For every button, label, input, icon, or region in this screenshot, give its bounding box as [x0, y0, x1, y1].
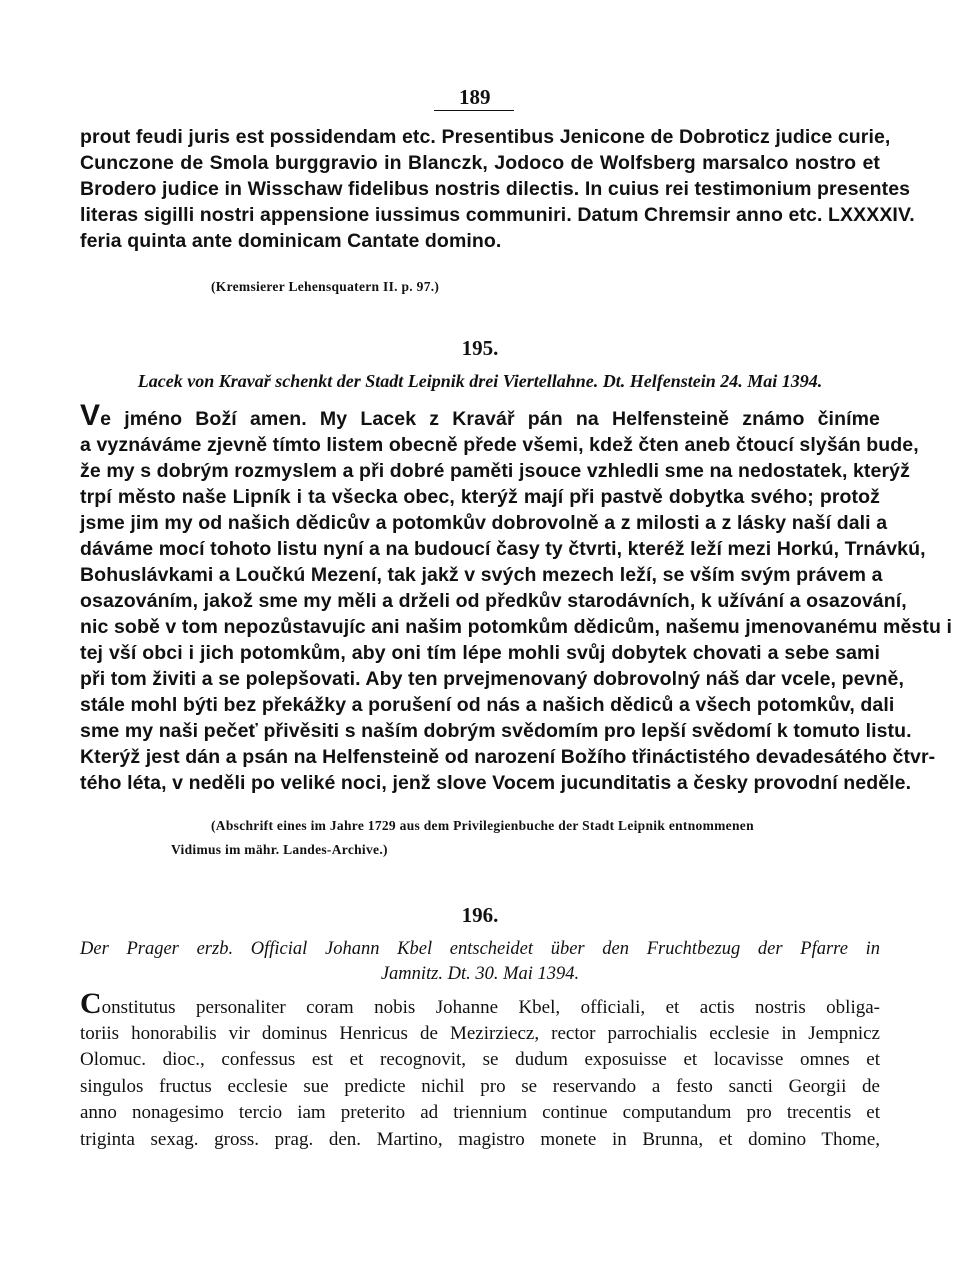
document-number: 195.	[461, 336, 499, 360]
source-note: (Abschrift eines im Jahre 1729 aus dem Privilegienbuche der Stadt Leipnik entnommenen	[211, 818, 754, 833]
text-line: že my s dobrým rozmyslem a při dobré paměti jsouce vzhledli sme na nedostatek, kterýž	[80, 460, 910, 482]
text-line: jsme jim my od našich dědicův a potomkův dobrovolně a z milosti a z lásky naší dali a	[80, 512, 888, 534]
text-line: tého léta, v neděli po veliké noci, jenž slove Vocem jucunditatis a česky provodní neděle.	[80, 772, 912, 794]
title-line: Jamnitz. Dt. 30. Mai 1394.	[380, 964, 580, 984]
intro-paragraph	[80, 124, 915, 254]
text-line: Kterýž jest dán a psán na Helfensteině od narození Božího třináctistého devadesátého čtvr-	[80, 746, 936, 768]
document-body	[80, 399, 953, 796]
document-number: 196.	[461, 903, 499, 927]
text-line: při tom živiti a se polepšovati. Aby ten prvejmenovaný dobrovolný náš dar vcele, pevně,	[80, 668, 904, 690]
text-line: literas sigilli nostri appensione iussimus communiri. Datum Chremsir anno etc. LXXXXIV.	[80, 204, 915, 226]
text-line	[80, 399, 880, 432]
text-line: anno nonagesimo tercio iam preterito ad triennium continue computandum pro trecentis et	[80, 1102, 880, 1123]
text-line: stále mohl býti bez překážky a porušení od nás a našich dědiců a všech potomkův, dali	[80, 694, 895, 716]
title-line: Der Prager erzb. Official Johann Kbel entscheidet über den Fruchtbezug der Pfarre in	[80, 939, 880, 959]
document-body	[80, 987, 880, 1153]
source-note: Vidimus im mähr. Landes-Archive.)	[171, 842, 388, 857]
text-line: a vyznáváme zjevně tímto listem obecně přede všemi, kdež čten aneb čtoucí slyšán bude,	[80, 434, 919, 456]
text-line: trpí město naše Lipník i ta všecka obec, kterýž mají při pastvě dobytka svého; protož	[80, 486, 880, 508]
text-line: sme my naši pečeť přivěsiti s naším dobrým svědomím pro lepší svědomí k tomuto listu.	[80, 720, 912, 742]
text-line: triginta sexag. gross. prag. den. Martino, magistro monete in Brunna, et domino Thome,	[80, 1128, 880, 1150]
text-line: osazováním, jakož sme my měli a drželi od předkův starodávních, k užívání a osazování,	[80, 590, 907, 612]
text-line: Bohuslávkami a Loučkú Mezení, tak jakž v svých mezech leží, se vším svým právem a	[80, 564, 883, 586]
document-title	[80, 937, 880, 987]
text-line: Olomuc. dioc., confessus est et recognovit, se dudum exposuisse et locavisse omnes et	[80, 1049, 880, 1070]
title-line: Lacek von Kravař schenkt der Stadt Leipnik drei Viertellahne. Dt. Helfenstein 24. Mai 1394.	[137, 371, 823, 391]
text-line-rest: onstitutus personaliter coram nobis Johanne Kbel, officiali, et actis nostris obliga-	[101, 997, 880, 1018]
initial-letter: C	[80, 987, 102, 1020]
text-line: tej vší obci i jich potomkům, aby oni tím lépe mohli svůj dobytek chovati a sebe sami	[80, 642, 880, 664]
text-line-rest: e jméno Boží amen. My Lacek z Kravář pán na Helfensteině známo činíme	[100, 408, 880, 430]
text-line: nic sobě v tom nepozůstavujíc ani našim potomkům dědicům, našemu jmenovanému městu i	[80, 616, 953, 638]
page-number: 189	[434, 86, 514, 111]
text-line: dáváme mocí tohoto listu nyní a na budoucí časy ty čtvrti, kteréž leží mezi Horkú, Trnávkú,	[80, 538, 926, 560]
text-line	[80, 987, 880, 1021]
source-note: (Kremsierer Lehensquatern II. p. 97.)	[211, 279, 440, 294]
text-line: feria quinta ante dominicam Cantate domino.	[80, 230, 502, 252]
text-line: prout feudi juris est possidendam etc. Presentibus Jenicone de Dobroticz judice curie,	[80, 126, 891, 148]
initial-letter: V	[80, 399, 101, 432]
text-line: Brodero judice in Wisschaw fidelibus nostris dilectis. In cuius rei testimonium presentes	[80, 178, 911, 200]
text-line: singulos fructus ecclesie sue predicte nichil pro se reservando a festo sancti Georgii de	[80, 1075, 880, 1097]
text-line: toriis honorabilis vir dominus Henricus de Mezirziecz, rector parrochialis ecclesie in Jempnicz	[80, 1022, 880, 1044]
text-line: Cunczone de Smola burggravio in Blanczk, Jodoco de Wolfsberg marsalco nostro et	[80, 152, 880, 174]
document-title	[80, 369, 880, 394]
